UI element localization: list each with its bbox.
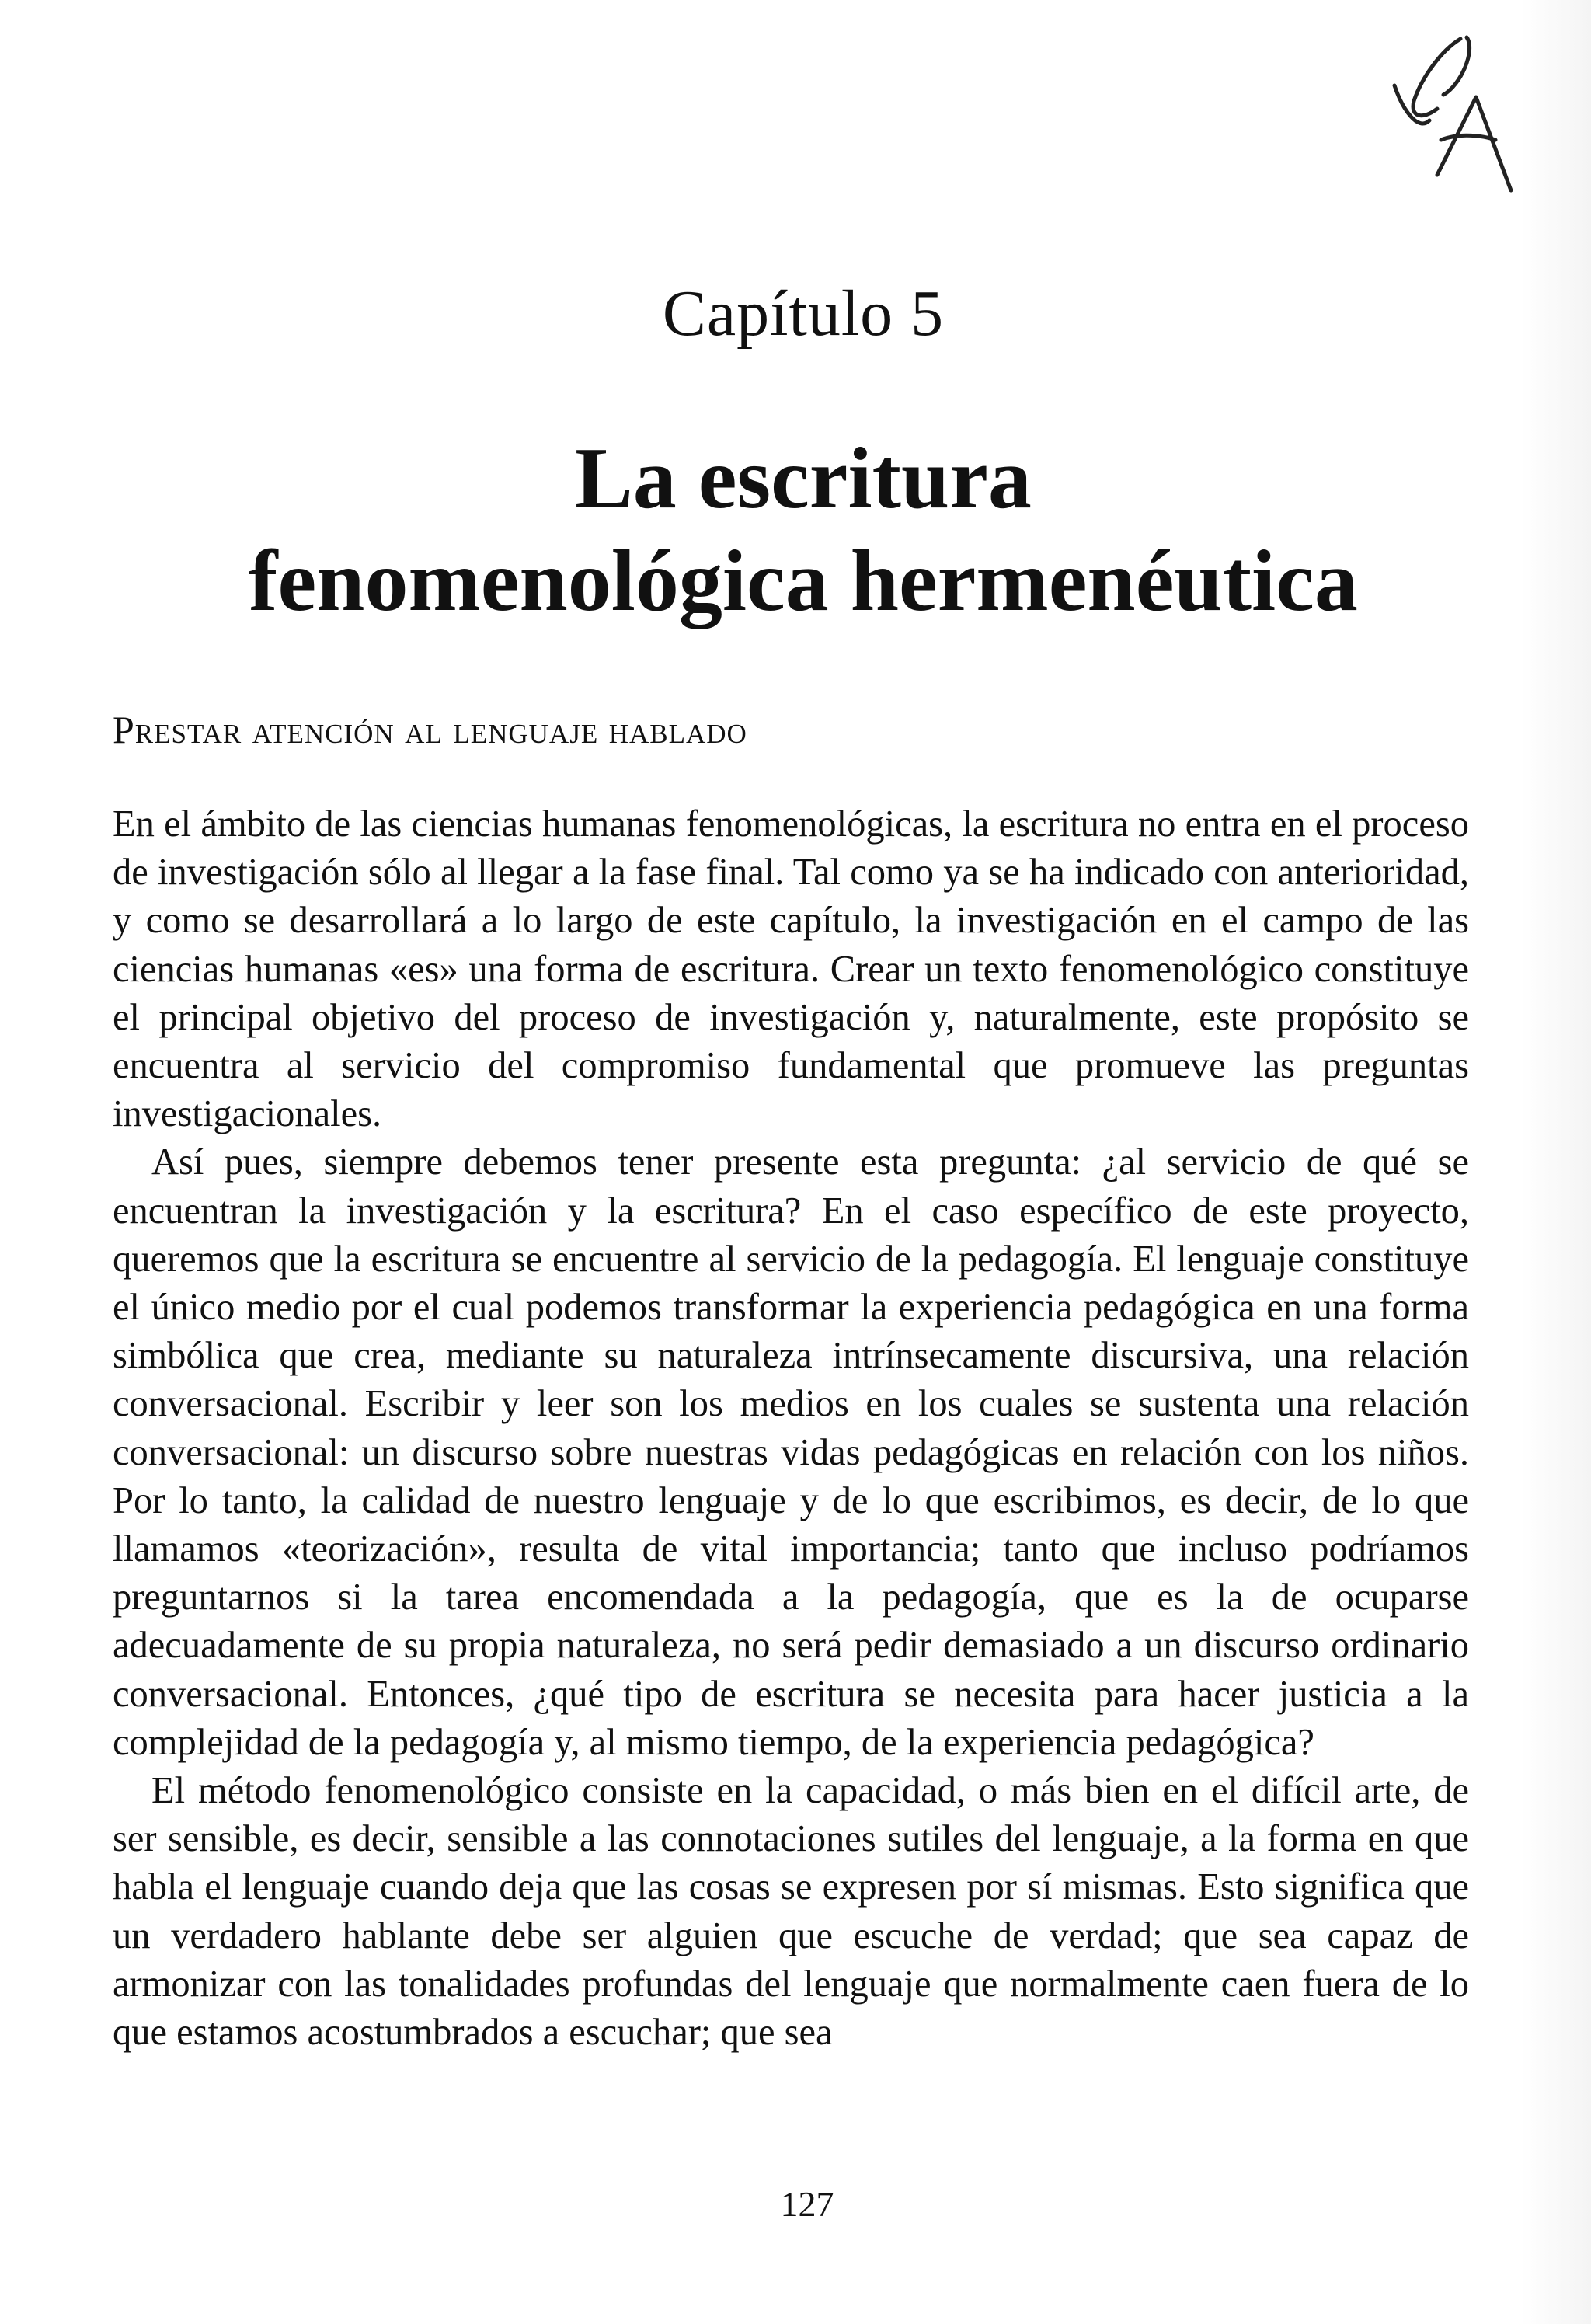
paragraph-2: Así pues, siempre debemos tener presente esta pregunta: ¿al servicio de qué se encuentran la investigación y la escritura? En el caso específico de este proyecto, queremos que la escritura se encuentre al servicio de la pedagogía. El lenguaje constituye el único medio por el cual podemos transformar la experiencia pedagógica en una forma simbólica que crea, mediante su naturaleza intrínsecamente discursiva, una relación conversacional. Escribir y leer son los medios en los cuales se sustenta una relación conversacional: un discurso sobre nuestras vidas pedagógicas en relación con los niños. Por lo tanto, la calidad de nuestro lenguaje y de lo que escribimos, es decir, de lo que llamamos «teorización», resulta de vital importancia; tanto que incluso podríamos preguntarnos si la tarea encomendada a la pedagogía, que es la de ocuparse adecuadamente de su propia naturaleza, no será pedir demasiado a un discurso ordinario conversacional. Entonces, ¿qué tipo de escritura se necesita para hacer justicia a la complejidad de la pedagogía y, al mismo tiempo, de la experiencia pedagógica? bbox=[113, 1141, 1469, 1763]
page-number: 127 bbox=[780, 2184, 834, 2224]
chapter-title bbox=[0, 427, 1591, 632]
paragraph-1: En el ámbito de las ciencias humanas fenomenológicas, la escritura no entra en el proceso de investigación sólo al llegar a la fase final. Tal como ya se ha indicado con anterioridad, y como se desarrollará a lo largo de este capítulo, la investigación en el campo de las ciencias humanas «es» una forma de escritura. Crear un texto fenomenológico constituye el principal objetivo del proceso de investigación y, naturalmente, este propósito se encuentra al servicio del compromiso fundamental que promueve las preguntas investigacionales. bbox=[113, 803, 1469, 1135]
body-text bbox=[113, 800, 1469, 2057]
chapter-title-line-2: fenomenológica hermenéutica bbox=[249, 533, 1358, 629]
chapter-number: Capítulo 5 bbox=[662, 277, 945, 350]
paragraph-3: El método fenomenológico consiste en la capacidad, o más bien en el difícil arte, de ser sensible, es decir, sensible a las connotaciones sutiles del lenguaje, a la forma en que habla el lenguaje cuando deja que las cosas se expresen por sí mismas. Esto significa que un verdadero hablante debe ser alguien que escuche de verdad; que sea capaz de armonizar con las tonalidades profundas del lenguaje que normalmente caen fuera de lo que estamos acostumbrados a escuchar; que sea bbox=[113, 1770, 1469, 2054]
chapter-title-line-1: La escritura bbox=[575, 430, 1032, 527]
section-heading: Prestar atención al lenguaje hablado bbox=[113, 708, 747, 751]
handwritten-signature bbox=[1367, 23, 1523, 194]
